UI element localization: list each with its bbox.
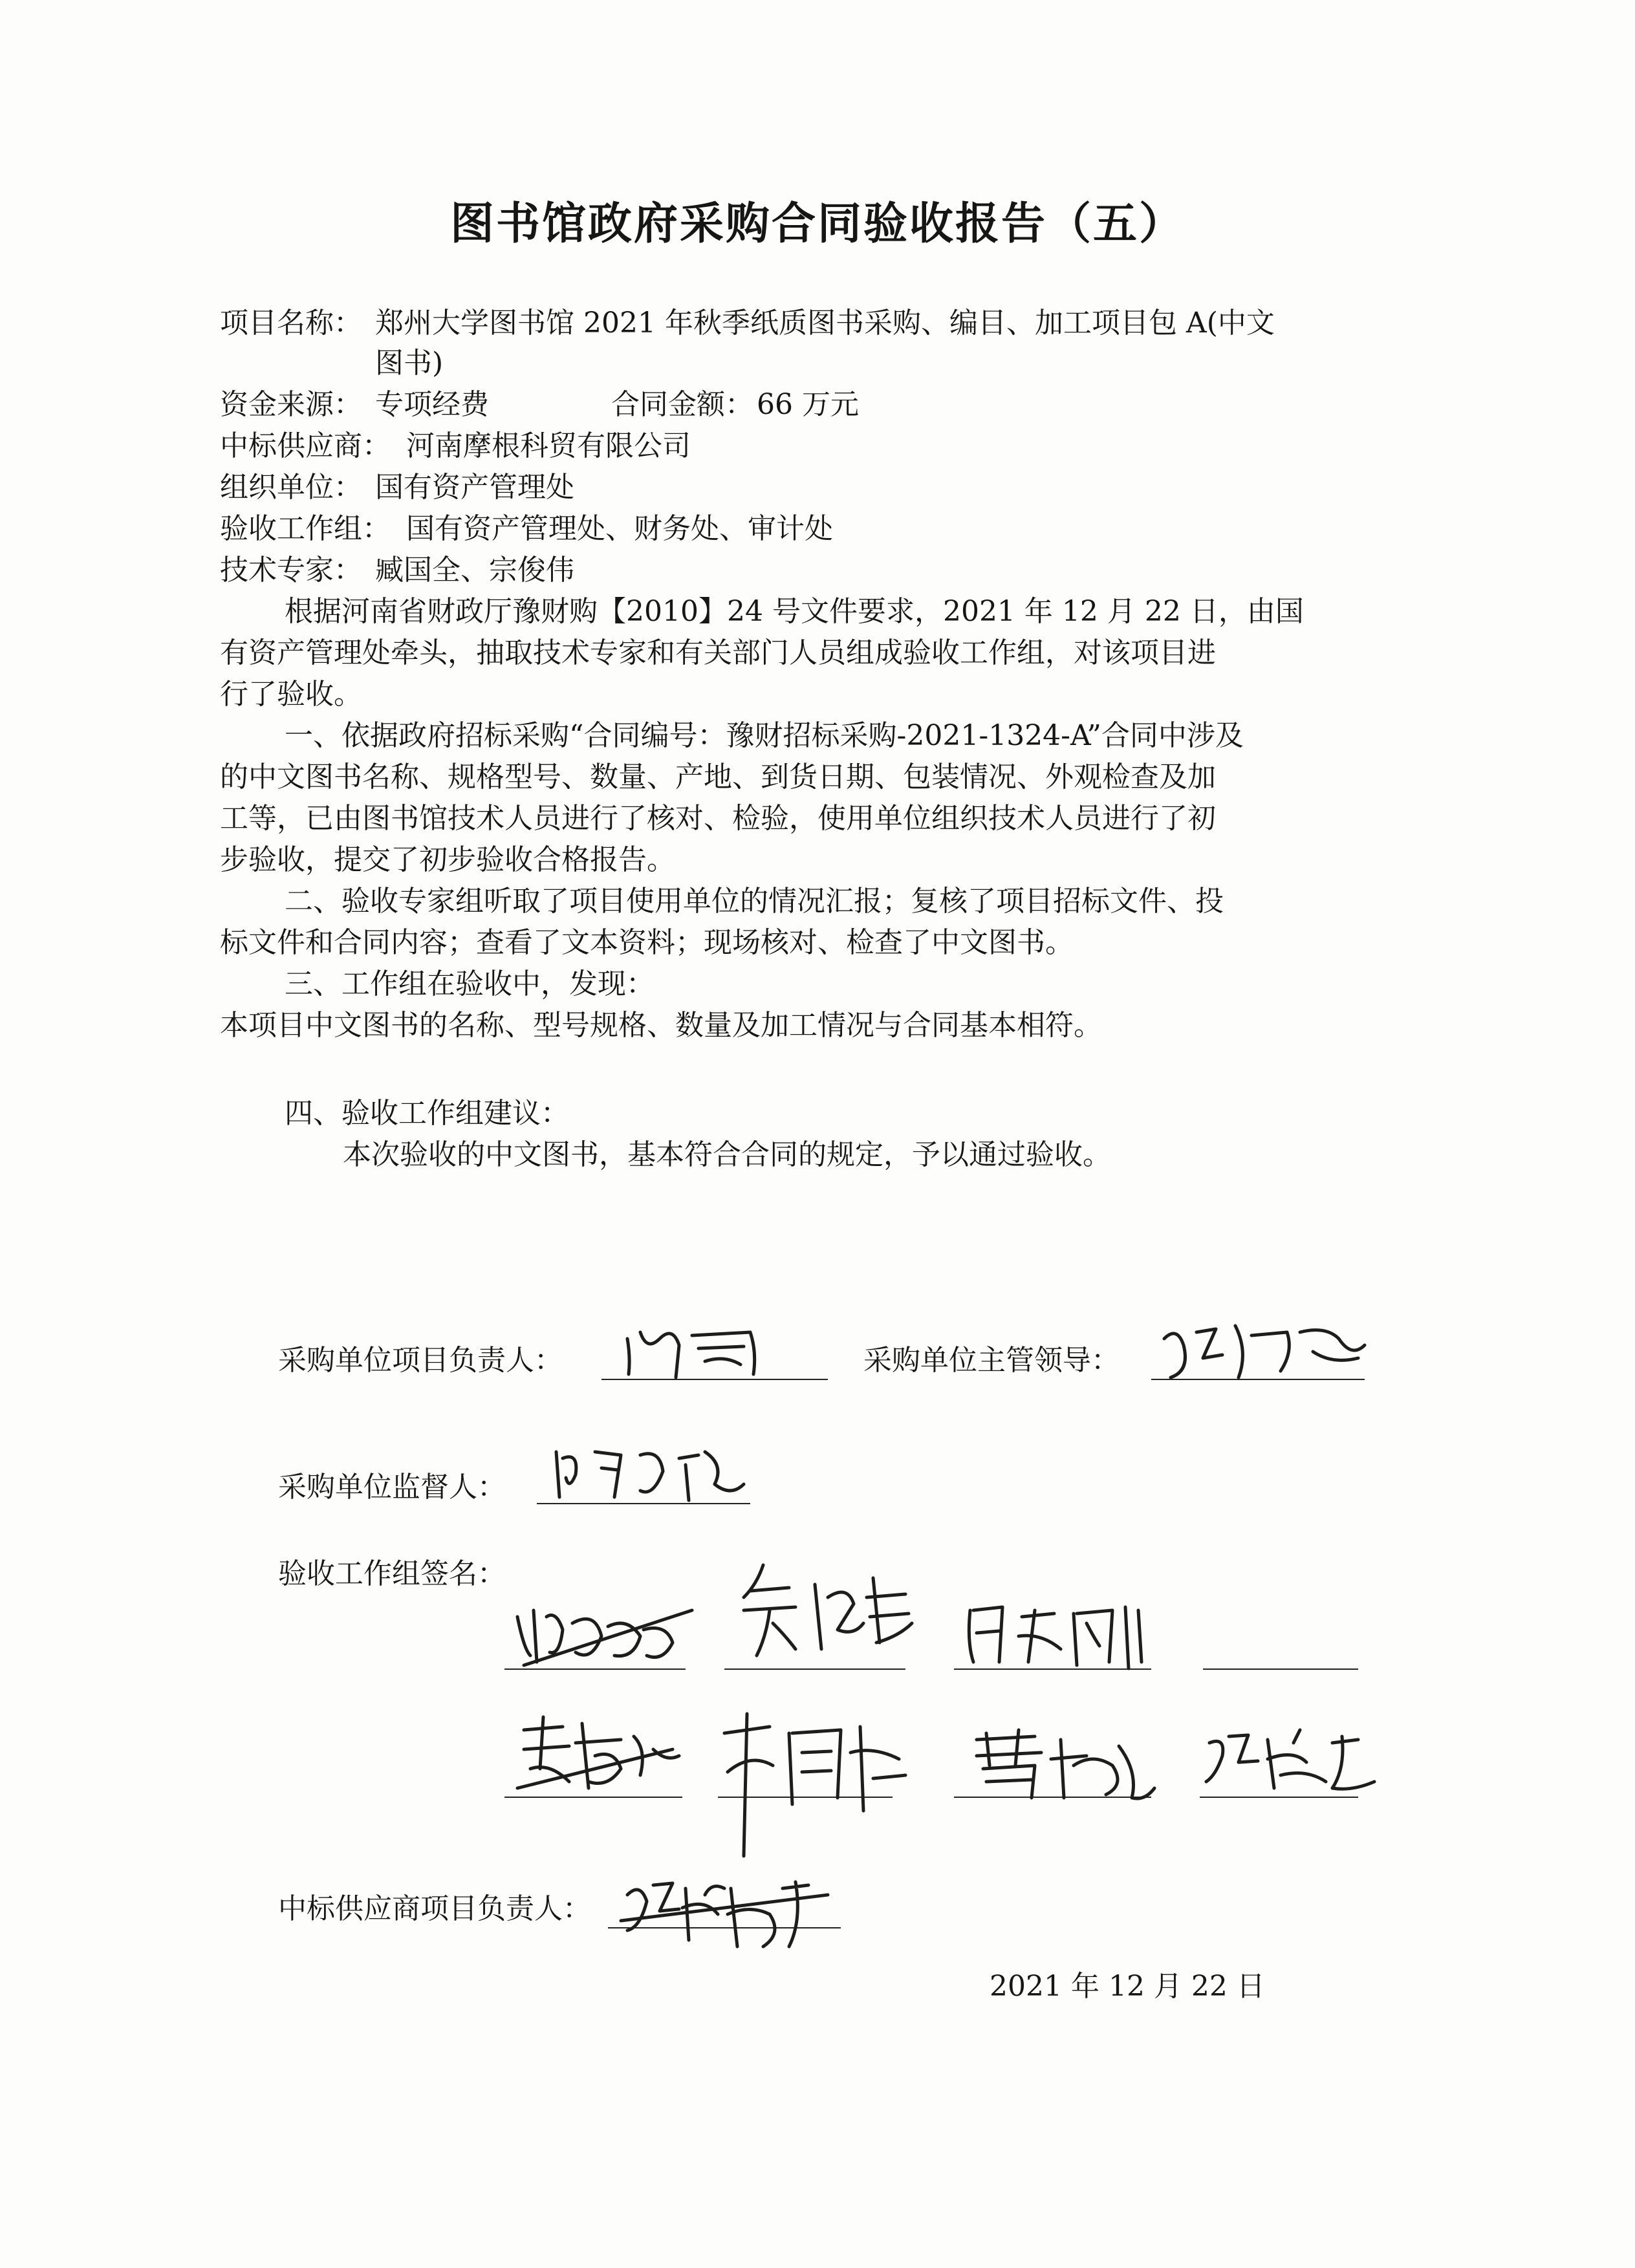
project-name-label: 项目名称：	[220, 307, 362, 340]
group-sign-label: 验收工作组签名：	[278, 1557, 506, 1590]
organizer-label: 组织单位：	[220, 471, 362, 504]
acceptance-group-label: 验收工作组：	[220, 512, 391, 545]
contract-amount-label: 合同金额：	[611, 388, 753, 421]
group-signature-6	[964, 1727, 1158, 1804]
project-lead-signature	[621, 1319, 789, 1384]
group-signature-4	[511, 1711, 692, 1808]
paragraph-4-line-1: 三、工作组在验收中，发现：	[285, 967, 655, 1000]
group-signature-3	[957, 1597, 1151, 1675]
monitor-label: 采购单位监督人：	[278, 1471, 506, 1504]
document-title: 图书馆政府采购合同验收报告（五）	[449, 199, 1185, 250]
group-signature-2	[724, 1559, 918, 1669]
paragraph-4-line-2: 本项目中文图书的名称、型号规格、数量及加工情况与合同基本相符。	[220, 1009, 1102, 1042]
vendor-lead-signature	[614, 1869, 847, 1960]
tech-expert-value: 臧国全、宗俊伟	[375, 554, 574, 587]
fund-source-label: 资金来源：	[220, 388, 362, 421]
supervisor-leader-label: 采购单位主管领导：	[863, 1344, 1120, 1377]
group-signature-5	[711, 1707, 918, 1863]
report-date: 2021 年 12 月 22 日	[990, 1970, 1265, 2003]
supplier-label: 中标供应商：	[220, 429, 391, 462]
paragraph-2-line-1: 一、依据政府招标采购“合同编号：豫财招标采购-2021-1324-A”合同中涉及	[285, 719, 1244, 752]
project-name-line2: 图书)	[375, 347, 444, 380]
group-signature-7	[1196, 1723, 1384, 1801]
monitor-signature	[550, 1439, 757, 1504]
paragraph-1-line-2: 有资产管理处牵头，抽取技术专家和有关部门人员组成验收工作组，对该项目进	[220, 636, 1216, 669]
paragraph-3-line-1: 二、验收专家组听取了项目使用单位的情况汇报；复核了项目招标文件、投	[285, 885, 1224, 918]
vendor-lead-label: 中标供应商项目负责人：	[278, 1892, 591, 1925]
group-sign-line-4	[1203, 1669, 1358, 1670]
contract-amount-value: 66 万元	[757, 388, 859, 421]
paragraph-3-line-2: 标文件和合同内容；查看了文本资料；现场核对、检查了中文图书。	[220, 926, 1074, 959]
acceptance-group-value: 国有资产管理处、财务处、审计处	[406, 512, 833, 545]
fund-source-value: 专项经费	[375, 388, 489, 421]
paragraph-2-line-4: 步验收，提交了初步验收合格报告。	[220, 843, 675, 876]
paragraph-5-line-2: 本次验收的中文图书，基本符合合同的规定，予以通过验收。	[343, 1138, 1111, 1171]
supervisor-leader-signature	[1158, 1313, 1378, 1384]
group-sign-line-2	[724, 1669, 905, 1670]
organizer-value: 国有资产管理处	[375, 471, 574, 504]
supplier-value: 河南摩根科贸有限公司	[406, 429, 691, 462]
project-lead-label: 采购单位项目负责人：	[278, 1344, 563, 1377]
paragraph-1-line-3: 行了验收。	[220, 678, 362, 711]
group-signature-1	[511, 1591, 705, 1675]
tech-expert-label: 技术专家：	[220, 554, 362, 587]
paragraph-2-line-3: 工等，已由图书馆技术人员进行了核对、检验，使用单位组织技术人员进行了初	[220, 802, 1216, 835]
paragraph-5-line-1: 四、验收工作组建议：	[285, 1097, 569, 1130]
project-name-line1: 郑州大学图书馆 2021 年秋季纸质图书采购、编目、加工项目包 A(中文	[375, 307, 1275, 340]
paragraph-1-line-1: 根据河南省财政厅豫财购【2010】24 号文件要求，2021 年 12 月 22 日，由国	[285, 595, 1304, 628]
paragraph-2-line-2: 的中文图书名称、规格型号、数量、产地、到货日期、包装情况、外观检查及加	[220, 761, 1216, 794]
